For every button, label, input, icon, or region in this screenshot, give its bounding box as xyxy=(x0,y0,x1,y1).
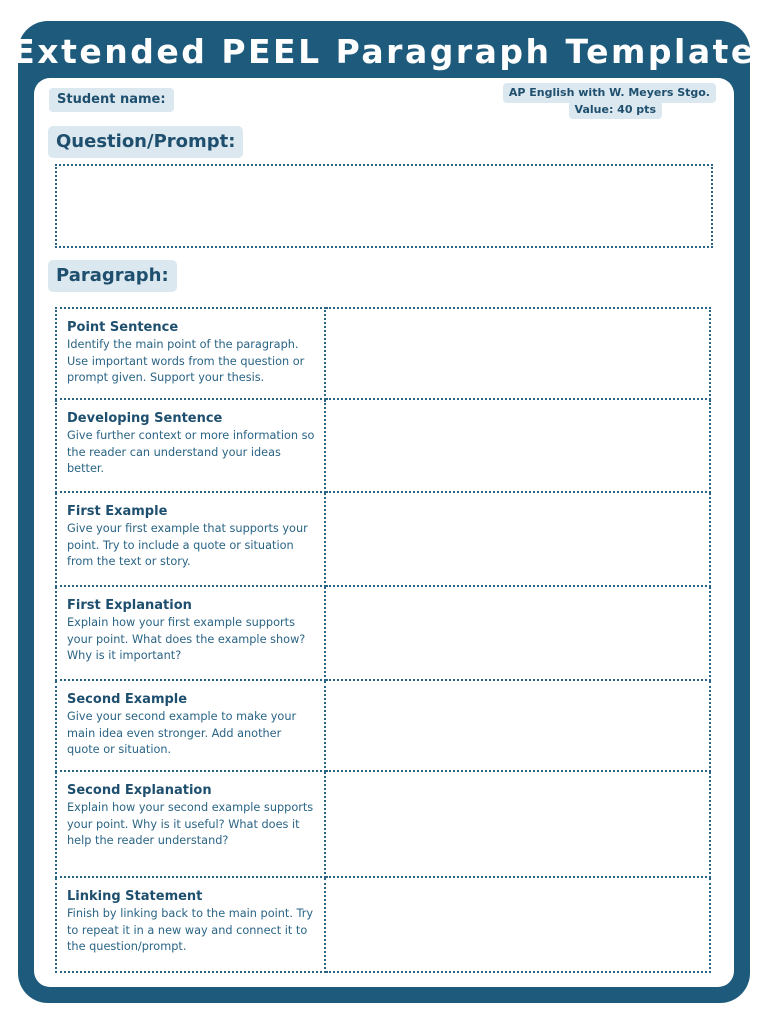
row-description: Give your second example to make your main idea even stronger. Add another quote or situation. xyxy=(67,710,297,757)
row-label-cell xyxy=(56,586,325,680)
table-row xyxy=(56,771,710,877)
row-title: Linking Statement xyxy=(67,889,203,904)
writing-cell[interactable] xyxy=(325,771,710,877)
paragraph-heading: Paragraph: xyxy=(48,260,177,292)
row-label-cell xyxy=(56,308,325,399)
table-row xyxy=(56,586,710,680)
page-title: Extended PEEL Paragraph Template xyxy=(12,32,756,71)
table-row xyxy=(56,680,710,771)
row-label-cell xyxy=(56,492,325,586)
table-row xyxy=(56,877,710,972)
writing-cell[interactable] xyxy=(325,586,710,680)
points-value: Value: 40 pts xyxy=(569,101,662,119)
row-title: First Explanation xyxy=(67,598,192,613)
table-row xyxy=(56,399,710,492)
row-label-cell xyxy=(56,771,325,877)
worksheet xyxy=(34,78,734,987)
writing-cell[interactable] xyxy=(325,877,710,972)
row-title: First Example xyxy=(67,504,168,519)
row-title: Second Explanation xyxy=(67,783,212,798)
writing-cell[interactable] xyxy=(325,680,710,771)
row-title: Developing Sentence xyxy=(67,411,223,426)
course-info: AP English with W. Meyers Stgo. xyxy=(503,83,716,103)
row-label-cell xyxy=(56,399,325,492)
row-description: Finish by linking back to the main point. Try to repeat it in a new way and connect it to the question/prompt. xyxy=(67,907,314,954)
writing-cell[interactable] xyxy=(325,492,710,586)
row-title: Second Example xyxy=(67,692,188,707)
row-description: Give further context or more information so the reader can understand your ideas better. xyxy=(67,429,315,476)
writing-cell[interactable] xyxy=(325,308,710,399)
table-row xyxy=(56,492,710,586)
writing-cell[interactable] xyxy=(325,399,710,492)
question-heading: Question/Prompt: xyxy=(48,126,243,158)
row-label-cell xyxy=(56,877,325,972)
row-label-cell xyxy=(56,680,325,771)
table-row xyxy=(56,308,710,399)
student-name-label: Student name: xyxy=(49,88,174,112)
row-title: Point Sentence xyxy=(67,320,179,335)
question-answer-box[interactable] xyxy=(55,164,713,248)
row-description: Identify the main point of the paragraph. Use important words from the question or prompt given. Support your thesis. xyxy=(67,338,305,385)
row-description: Explain how your second example supports your point. Why is it useful? What does it help the reader understand? xyxy=(67,801,314,848)
peel-table xyxy=(55,307,711,973)
row-description: Give your first example that supports your point. Try to include a quote or situation from the text or story. xyxy=(67,522,308,569)
row-description: Explain how your first example supports your point. What does the example show? Why is it important? xyxy=(67,616,306,663)
